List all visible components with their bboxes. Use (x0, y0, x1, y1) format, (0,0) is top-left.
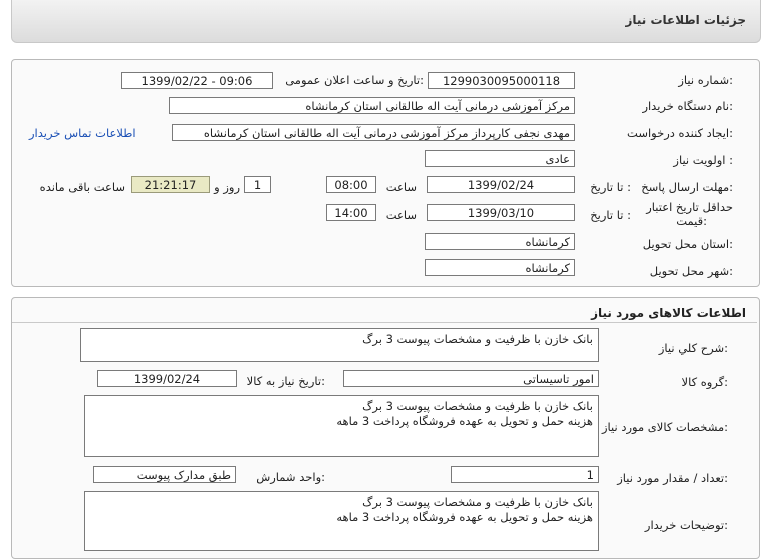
priority-label: اولویت نیاز : (673, 153, 733, 167)
buyer-notes-field (84, 491, 599, 551)
buyer-org-label: نام دستگاه خریدار: (642, 99, 733, 113)
announce-label: تاریخ و ساعت اعلان عمومی: (285, 73, 424, 87)
specs-field (84, 395, 599, 457)
city-field: کرمانشاه (425, 259, 575, 276)
summary-label: شرح کلي نیاز: (658, 341, 728, 355)
specs-line-2: هزینه حمل و تحویل به عهده فروشگاه پرداخت 3 ماهه (336, 414, 593, 428)
requester-field: مهدی نجفی کارپرداز مرکز آموزشی درمانی آیت اله طالقانی استان کرمانشاه (172, 124, 575, 141)
deadline-date-field: 1399/02/24 (427, 176, 575, 193)
section-divider (12, 322, 757, 323)
goods-section-title: اطلاعات کالاهای مورد نیاز (591, 306, 746, 320)
need-number-label: شماره نیاز: (678, 73, 733, 87)
validity-time-label: ساعت (385, 208, 417, 222)
unit-field: طبق مدارک پیوست (93, 466, 236, 483)
quantity-field: 1 (451, 466, 599, 483)
buyer-notes-label: توضیحات خریدار: (644, 518, 728, 532)
days-label: روز و (214, 180, 240, 194)
specs-label: مشخصات کالای مورد نیاز: (601, 420, 728, 434)
requester-label: ایجاد کننده درخواست: (627, 126, 733, 140)
validity-label-1: حداقل تاریخ اعتبار (646, 200, 733, 214)
deadline-time-label: ساعت (385, 180, 417, 194)
deadline-label: مهلت ارسال پاسخ: (641, 180, 733, 194)
deadline-time-field: 08:00 (326, 176, 376, 193)
validity-label-2: قیمت: (676, 214, 707, 228)
need-date-label: تاریخ نیاز به کالا: (246, 374, 325, 388)
priority-field: عادی (425, 150, 575, 167)
deadline-to-date-label: تا تاریخ : (590, 180, 631, 194)
announce-field: 1399/02/22 - 09:06 (121, 72, 273, 89)
validity-to-date-label: تا تاریخ : (590, 208, 631, 222)
notes-line-1: بانک خازن با ظرفیت و مشخصات پیوست 3 برگ (362, 495, 593, 509)
province-label: استان محل تحویل: (642, 237, 733, 251)
contact-buyer-link[interactable]: اطلاعات تماس خریدار (29, 126, 136, 140)
summary-text: بانک خازن با ظرفیت و مشخصات پیوست 3 برگ (362, 332, 593, 346)
buyer-org-field: مرکز آموزشی درمانی آیت اله طالقانی استان کرمانشاه (169, 97, 575, 114)
validity-date-field: 1399/03/10 (427, 204, 575, 221)
need-info-panel (11, 59, 760, 287)
summary-field (80, 328, 599, 362)
province-field: کرمانشاه (425, 233, 575, 250)
page-title: جزئیات اطلاعات نیاز (625, 13, 746, 27)
page-header (11, 0, 761, 43)
validity-time-field: 14:00 (326, 204, 376, 221)
group-label: گروه کالا: (681, 375, 728, 389)
city-label: شهر محل تحویل: (649, 264, 733, 278)
quantity-label: تعداد / مقدار مورد نیاز: (617, 471, 728, 485)
specs-line-1: بانک خازن با ظرفیت و مشخصات پیوست 3 برگ (362, 399, 593, 413)
unit-label: واحد شمارش: (256, 470, 325, 484)
days-field: 1 (244, 176, 271, 193)
need-number-field: 1299030095000118 (428, 72, 575, 89)
group-field: امور تاسیساتی (343, 370, 599, 387)
remaining-label: ساعت باقی مانده (39, 180, 125, 194)
notes-line-2: هزینه حمل و تحویل به عهده فروشگاه پرداخت 3 ماهه (336, 510, 593, 524)
remaining-time-field: 21:21:17 (131, 176, 210, 193)
need-date-field: 1399/02/24 (97, 370, 237, 387)
